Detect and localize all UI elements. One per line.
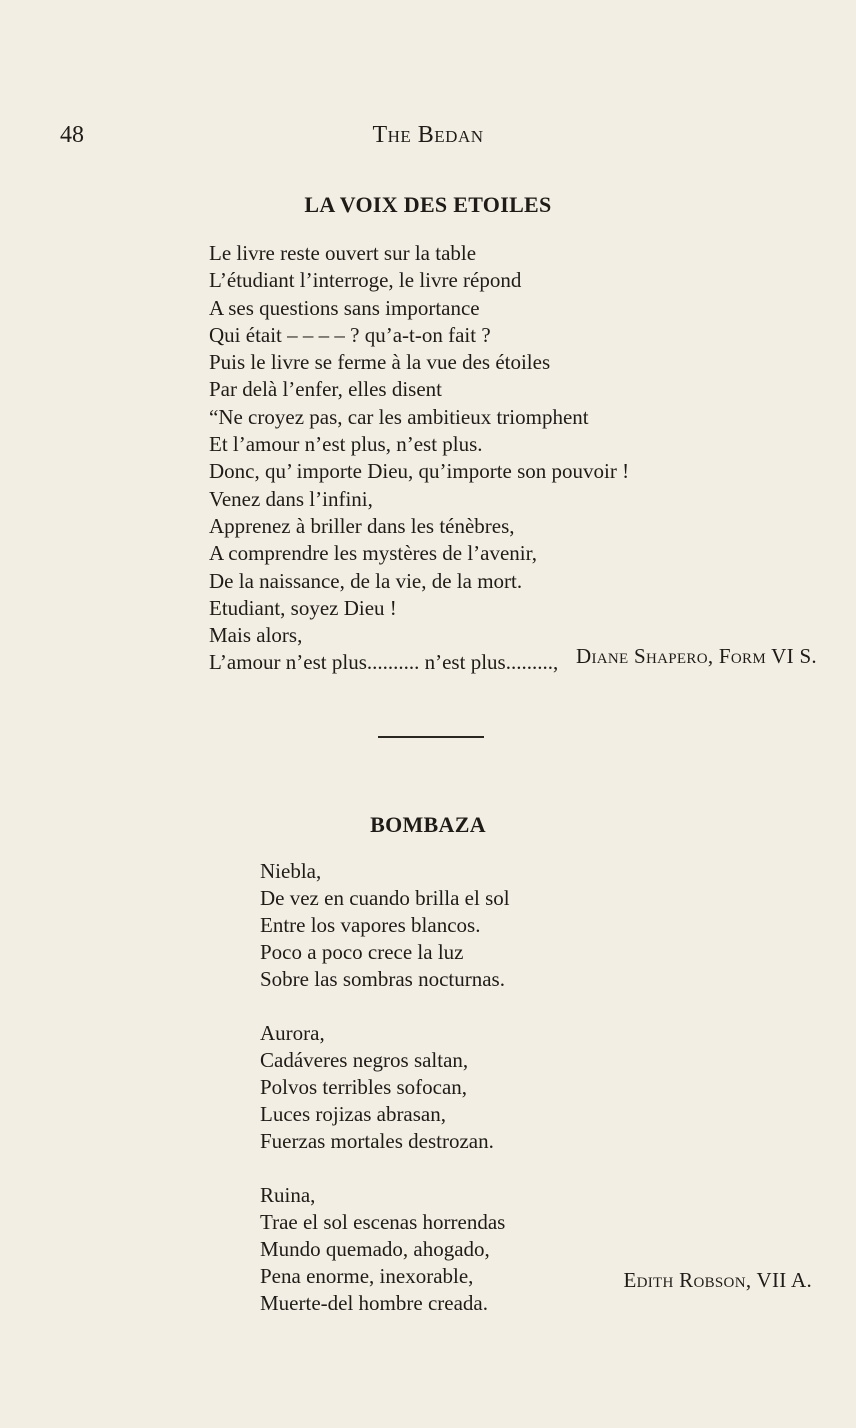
poem-line: Ruina,: [260, 1183, 316, 1207]
poem-line: Muerte-del hombre creada.: [260, 1291, 488, 1315]
page-number: 48: [60, 122, 84, 148]
poem-line: Par delà l’enfer, elles disent: [209, 377, 442, 402]
poem-line: Le livre reste ouvert sur la table: [209, 241, 477, 265]
poem-line: Cadáveres negros saltan,: [260, 1048, 469, 1072]
poem-line: Poco a poco crece la luz: [260, 940, 464, 964]
running-title: The Bedan: [372, 122, 484, 148]
poem-line: Entre los vapores blancos.: [260, 913, 481, 937]
poem-line: Trae el sol escenas horrendas: [260, 1210, 506, 1234]
poem-line: Mundo quemado, ahogado,: [260, 1237, 490, 1261]
poem-line: Fuerzas mortales destrozan.: [260, 1129, 494, 1153]
poem-line: Et l’amour n’est plus, n’est plus.: [209, 432, 483, 457]
poem-author: Diane Shapero, Form VI S.: [576, 644, 817, 668]
poem-line: L’étudiant l’interroge, le livre répond: [209, 268, 522, 293]
poem-line: Mais alors,: [209, 623, 303, 648]
poem-line: Luces rojizas abrasan,: [260, 1102, 446, 1126]
poem-line: Sobre las sombras nocturnas.: [260, 967, 505, 991]
poem-line: L’amour n’est plus.......... n’est plus.........,: [209, 650, 559, 675]
poem-line: Apprenez à briller dans les ténèbres,: [209, 513, 515, 538]
poem-line: A comprendre les mystères de l’avenir,: [209, 541, 538, 566]
poem-line: Donc, qu’ importe Dieu, qu’importe son pouvoir !: [209, 459, 630, 484]
poem-line: Polvos terribles sofocan,: [260, 1075, 468, 1099]
section-divider: [378, 736, 484, 738]
poem-line: A ses questions sans importance: [209, 295, 480, 320]
poem-title: BOMBAZA: [370, 812, 486, 837]
poem-line: De la naissance, de la vie, de la mort.: [209, 568, 523, 593]
poem-line: Aurora,: [260, 1021, 325, 1045]
poem-title: LA VOIX DES ETOILES: [304, 192, 552, 217]
poem-body: [260, 858, 510, 1317]
poem-line: “Ne croyez pas, car les ambitieux triomphent: [209, 404, 589, 429]
poem-line: Pena enorme, inexorable,: [260, 1264, 474, 1288]
poem-line: Qui était – – – – ? qu’a-t-on fait ?: [209, 322, 491, 347]
poem-line: Puis le livre se ferme à la vue des étoiles: [209, 350, 551, 375]
poem-author: Edith Robson, VII A.: [623, 1268, 812, 1292]
poem-body: [209, 240, 629, 677]
poem-line: De vez en cuando brilla el sol: [260, 886, 510, 910]
poem-line: Etudiant, soyez Dieu !: [209, 595, 397, 620]
poem-line: Niebla,: [260, 859, 322, 883]
poem-line: Venez dans l’infini,: [209, 486, 373, 511]
